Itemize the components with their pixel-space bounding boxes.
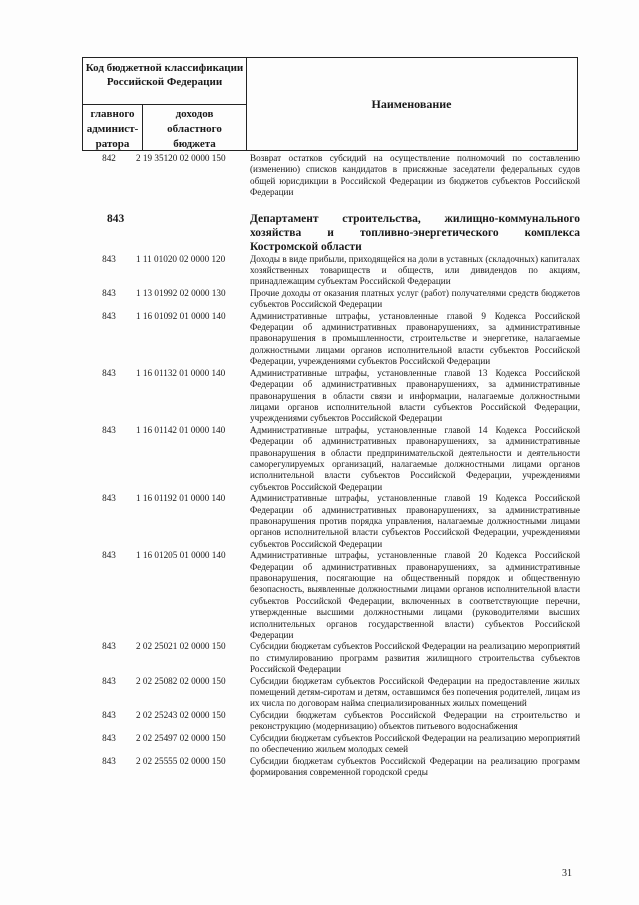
- table-body: [82, 153, 582, 778]
- income-line-2: областного: [167, 123, 222, 135]
- income-code-cell: 1 13 01992 02 0000 130: [136, 287, 226, 298]
- admin-code-cell: 843: [102, 709, 116, 720]
- table-row: [82, 311, 582, 368]
- table-row: [82, 676, 582, 710]
- income-code-cell: 1 11 01020 02 0000 120: [136, 253, 226, 264]
- admin-code-cell: 843: [102, 310, 116, 321]
- income-code-cell: 1 16 01092 01 0000 140: [136, 310, 226, 321]
- name-cell: Возврат остатков субсидий на осуществление полномочий по составлению (изменению) списков кандидатов в присяжные заседатели федеральных судов общей юрисдикции в Российской Федерации из бюджетов субъектов Российской Федерации: [250, 153, 580, 198]
- admin-code-cell: 843: [102, 253, 116, 264]
- income-code-cell: 2 02 25082 02 0000 150: [136, 675, 226, 686]
- department-row: [82, 212, 582, 254]
- table-row: [82, 710, 582, 733]
- table-row: [82, 254, 582, 288]
- income-code-cell: [136, 212, 250, 254]
- name-cell: Субсидии бюджетам субъектов Российской Федерации на реализацию мероприятий по обеспечению жильем молодых семей: [250, 732, 580, 755]
- income-line-3: бюджета: [173, 138, 216, 150]
- admin-code-cell: 843: [102, 493, 116, 504]
- income-code-cell: 1 16 01132 01 0000 140: [136, 367, 226, 378]
- name-cell: Субсидии бюджетам субъектов Российской Федерации на реализацию программ формирования современной городской среды: [250, 755, 580, 777]
- name-cell: Субсидии бюджетам субъектов Российской Федерации на строительство и реконструкцию (модернизацию) объектов питьевого водоснабжения: [250, 709, 580, 732]
- income-code-cell: 1 16 01192 01 0000 140: [136, 493, 226, 504]
- name-cell: Административные штрафы, установленные главой 14 Кодекса Российской Федерации об административных правонарушениях, за административные правонарушения в области предпринимательской деятельности и деятельности саморегулируемых организаций, налагаемые должностными лицами органов исполнительной власти субъектов Российской Федерации, учреждениями субъектов Российской Федерации: [250, 424, 580, 492]
- income-code-cell: 1 16 01205 01 0000 140: [136, 550, 226, 561]
- table-header: [82, 57, 578, 151]
- admin-code-cell: 843: [102, 641, 116, 652]
- admin-column-title: [83, 105, 143, 151]
- table-row: [82, 756, 582, 779]
- admin-code-cell: 842: [102, 153, 116, 163]
- admin-code-cell: 843: [102, 675, 116, 686]
- income-line-1: доходов: [175, 108, 214, 120]
- admin-code-cell: 843: [102, 755, 116, 766]
- name-cell: Административные штрафы, установленные главой 20 Кодекса Российской Федерации об административных правонарушениях, за административные правонарушения, посягающие на общественный порядок и общественную безопасность, выявленные должностными лицами органов исполнительной власти субъектов Российской Федерации, включенных в соответствующие перечни, утвержденные высшими должностными лицами (руководителями высших исполнительных органов государственной власти) субъектов Российской Федерации: [250, 550, 580, 641]
- table-row: [82, 425, 582, 493]
- code-column-title: Код бюджетной классификации Российской Федерации: [83, 58, 246, 105]
- income-code-cell: 2 02 25021 02 0000 150: [136, 641, 226, 652]
- admin-code-cell: 843: [102, 550, 116, 561]
- income-code-cell: 2 02 25243 02 0000 150: [136, 709, 226, 720]
- income-code-cell: 2 02 25555 02 0000 150: [136, 755, 226, 766]
- admin-code-cell: 843: [102, 287, 116, 298]
- table-row: [82, 493, 582, 550]
- admin-code-cell: 843: [102, 367, 116, 378]
- table-row: [82, 733, 582, 756]
- admin-line-2: админист-: [86, 123, 139, 135]
- income-code-cell: 2 19 35120 02 0000 150: [136, 153, 226, 163]
- admin-code-cell: 843: [102, 732, 116, 743]
- name-cell: Доходы в виде прибыли, приходящейся на доли в уставных (складочных) капиталах хозяйственных товариществ и обществ, или дивидендов по акциям, принадлежащим субъектам Российской Федерации: [250, 253, 580, 287]
- admin-code-cell: 843: [102, 424, 116, 435]
- table-row: [82, 368, 582, 425]
- name-column-title: Наименование: [371, 96, 452, 111]
- table-row: [82, 641, 582, 675]
- table-row: [82, 153, 582, 199]
- income-column-title: [143, 105, 246, 151]
- name-cell: Субсидии бюджетам субъектов Российской Федерации на предоставление жилых помещений детям-сиротам и детям, оставшимся без попечения родителей, лицам из их числа по договорам найма специализированных жилых помещений: [250, 675, 580, 709]
- name-cell: Административные штрафы, установленные главой 9 Кодекса Российской Федерации об административных правонарушениях, за административные правонарушения в промышленности, строительстве и энергетике, налагаемые должностными лицами органов исполнительной власти субъектов Российской Федерации, учреждениями субъектов Российской Федерации: [250, 310, 580, 367]
- name-cell: Департамент строительства, жилищно-коммунального хозяйства и топливно-энергетического комплекса Костромской области: [250, 212, 580, 253]
- name-cell: Прочие доходы от оказания платных услуг (работ) получателями средств бюджетов субъектов Российской Федерации: [250, 287, 580, 310]
- page-number: 31: [562, 868, 572, 879]
- table-row: [82, 550, 582, 641]
- admin-line-3: ратора: [95, 138, 130, 150]
- income-code-cell: 1 16 01142 01 0000 140: [136, 424, 226, 435]
- name-cell: Субсидии бюджетам субъектов Российской Федерации на реализацию мероприятий по стимулированию программ развития жилищного строительства субъектов Российской Федерации: [250, 641, 580, 675]
- code-header-group: [83, 58, 247, 150]
- admin-code-cell: 843: [107, 212, 125, 225]
- income-code-cell: 2 02 25497 02 0000 150: [136, 732, 226, 743]
- name-cell: Административные штрафы, установленные главой 19 Кодекса Российской Федерации об административных правонарушениях, за административные правонарушения против порядка управления, налагаемые должностными лицами органов исполнительной власти субъектов Российской Федерации, учреждениями субъектов Российской Федерации: [250, 493, 580, 549]
- admin-line-1: главного: [90, 108, 135, 120]
- name-cell: Административные штрафы, установленные главой 13 Кодекса Российской Федерации об административных правонарушениях, за административные правонарушения в области связи и информации, налагаемые должностными лицами органов исполнительной власти субъектов Российской Федерации, учреждениями субъектов Российской Федерации: [250, 367, 580, 424]
- table-row: [82, 288, 582, 311]
